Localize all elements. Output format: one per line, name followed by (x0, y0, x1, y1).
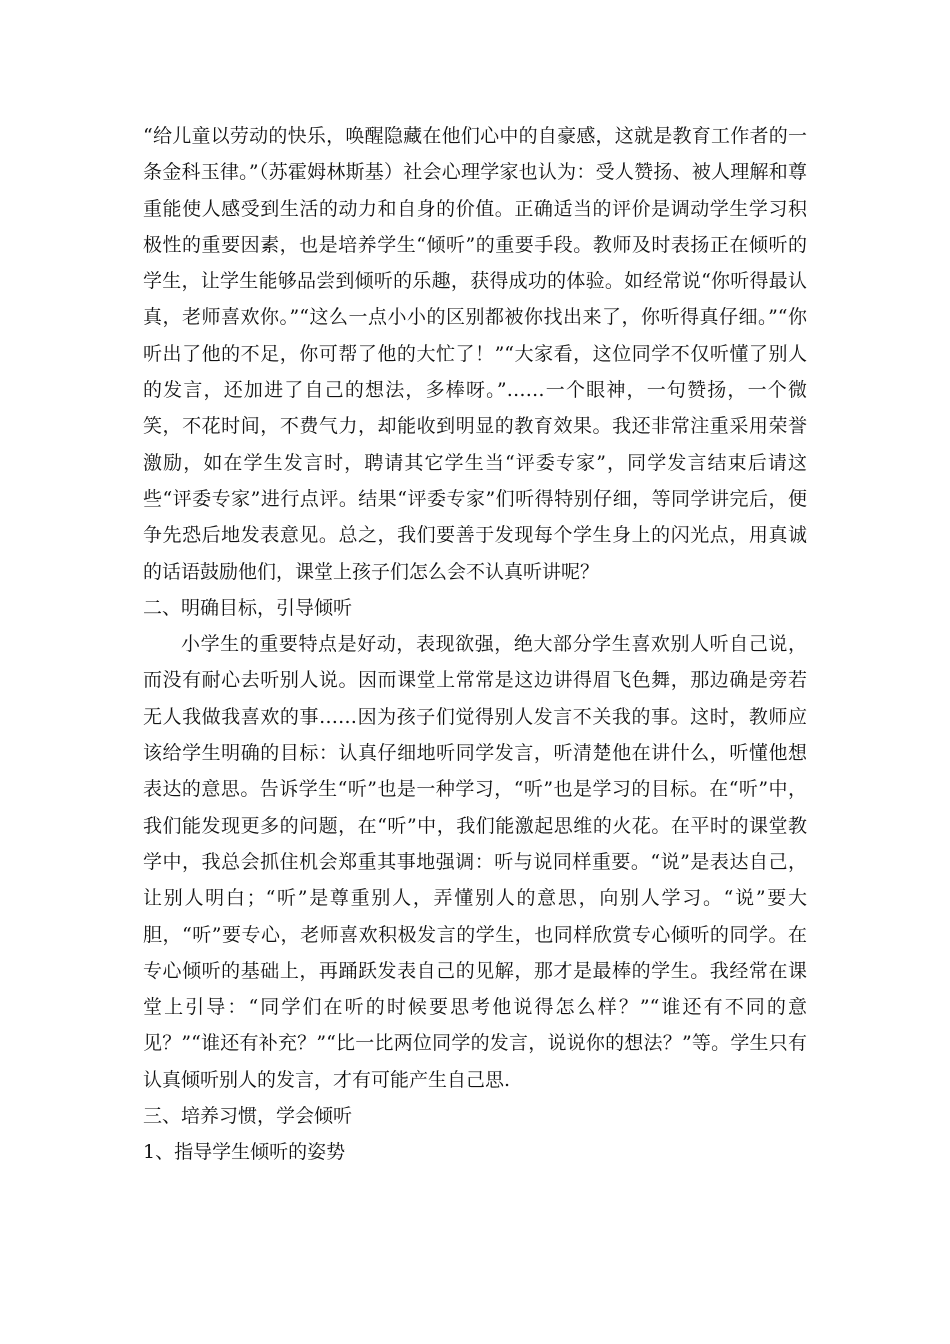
document-body (143, 118, 807, 1171)
subsection-heading-1: 1、指导学生倾听的姿势 (143, 1141, 346, 1164)
section-heading-2: 二、明确目标，引导倾听 (143, 596, 353, 619)
paragraph-praise-motivation: “给儿童以劳动的快乐，唤醒隐藏在他们心中的自豪感，这就是教育工作者的一条金科玉律。”（苏霍姆林斯基）社会心理学家也认为：受人赞扬、被人理解和尊重能使人感受到生活的动力和自身的价值。正确适当的评价是调动学生学习积极性的重要因素，也是培养学生“倾听”的重要手段。教师及时表扬正在倾听的学生，让学生能够品尝到倾听的乐趣，获得成功的体验。如经常说“你听得最认真，老师喜欢你。”“这么一点小小的区别都被你找出来了，你听得真仔细。”“你听出了他的不足，你可帮了他的大忙了！”“大家看，这位同学不仅听懂了别人的发言，还加进了自己的想法，多棒呀。”……一个眼神，一句赞扬，一个微笑，不花时间，不费气力，却能收到明显的教育效果。我还非常注重采用荣誉激励，如在学生发言时，聘请其它学生当“评委专家”，同学发言结束后请这些“评委专家”进行点评。结果“评委专家”们听得特别仔细，等同学讲完后，便争先恐后地发表意见。总之，我们要善于发现每个学生身上的闪光点，用真诚的话语鼓励他们，课堂上孩子们怎么会不认真听讲呢？ (143, 125, 807, 583)
section-heading-3: 三、培养习惯，学会倾听 (143, 1105, 353, 1128)
paragraph-clear-goals: 小学生的重要特点是好动，表现欲强，绝大部分学生喜欢别人听自己说，而没有耐心去听别人说。因而课堂上常常是这边讲得眉飞色舞，那边确是旁若无人我做我喜欢的事……因为孩子们觉得别人发言不关我的事。这时，教师应该给学生明确的目标：认真仔细地听同学发言，听清楚他在讲什么，听懂他想表达的意思。告诉学生“听”也是一种学习，“听”也是学习的目标。在“听”中，我们能发现更多的问题，在“听”中，我们能激起思维的火花。在平时的课堂教学中，我总会抓住机会郑重其事地强调：听与说同样重要。“说”是表达自己，让别人明白；“听”是尊重别人，弄懂别人的意思，向别人学习。“说”要大胆，“听”要专心，老师喜欢积极发言的学生，也同样欣赏专心倾听的同学。在专心倾听的基础上，再踊跃发表自己的见解，那才是最棒的学生。我经常在课堂上引导：“同学们在听的时候要思考他说得怎么样？”“谁还有不同的意见？”“谁还有补充？”“比一比两位同学的发言，说说你的想法？”等。学生只有认真倾听别人的发言，才有可能产生自己思. (143, 633, 807, 1091)
